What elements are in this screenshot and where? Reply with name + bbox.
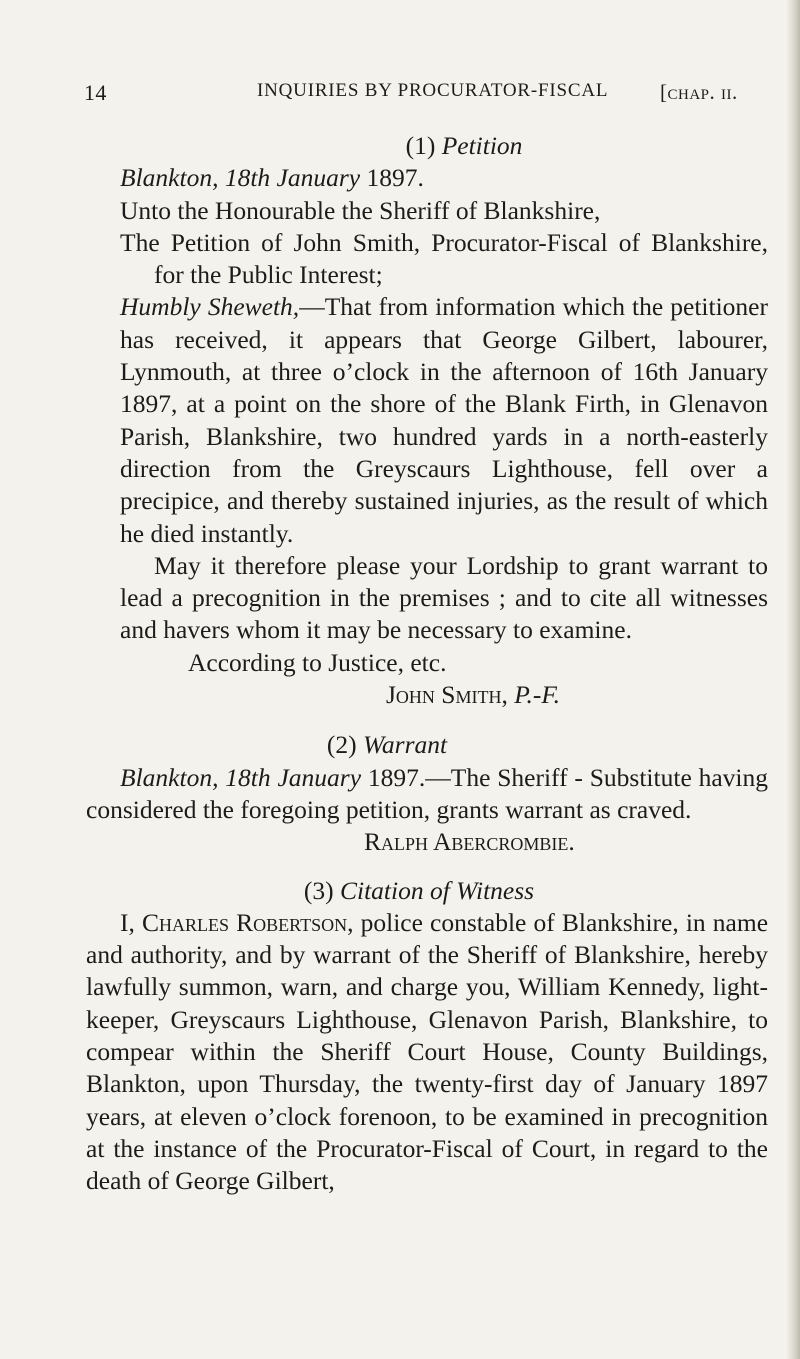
- petition-date: [120, 162, 768, 194]
- petition-prayer: May it therefore please your Lordship to grant warrant to lead a precognition in the premises ; and to cite all witnesses and havers whom it may be necessary to examine.: [120, 550, 768, 645]
- citation-body: [86, 907, 768, 1198]
- petition-date-place: Blankton,: [120, 163, 219, 193]
- petition-signature-name: John Smith,: [386, 680, 508, 710]
- petition-heading: [120, 130, 768, 162]
- petition-heading-number: (1): [405, 131, 436, 160]
- warrant-heading: [6, 729, 768, 761]
- section-gap: [120, 859, 768, 875]
- petition-date-year: 1897.: [366, 163, 424, 193]
- warrant-heading-title: Warrant: [363, 730, 448, 760]
- main-text: [86, 130, 769, 1198]
- petition-address: Unto the Honourable the Sheriff of Blankshire,: [120, 195, 601, 225]
- page-edge-shadow: [786, 0, 800, 1359]
- citation-body-text: police constable of Blankshire, in name and authority, and by warrant of the Sheriff of Blankshire, hereby lawfully summon, warn, and charge you, William Kennedy, light-keeper, Greyscaurs Lighthouse, Glenavon Parish, Blankshire, to compear within the Sheriff Court House, County Buildings, Blankton, upon Thursday, the twenty-first day of January 1897 years, at eleven o’clock forenoon, to be examined in precognition at the instance of the Procurator-Fiscal of Court, in regard to the death of George Gilbert,: [86, 907, 769, 1196]
- citation-heading: [70, 875, 768, 907]
- citation-heading-title: Citation of Witness: [340, 875, 535, 905]
- warrant-date-place: Blankton,: [120, 762, 219, 792]
- section-gap: [120, 711, 768, 729]
- petition-petitioner: The Petition of John Smith, Procurator-Fiscal of Blankshire, for the Public Interest;: [120, 227, 768, 290]
- petition-body: [120, 291, 768, 549]
- petition-date-day: 18th January: [224, 163, 361, 193]
- citation-heading-number: (3): [303, 875, 334, 905]
- petition-humbly: Humbly Sheweth,: [120, 292, 300, 322]
- citation-officer-name: Charles Robertson,: [142, 907, 354, 937]
- warrant-body: [86, 762, 768, 827]
- warrant-signature-name: Ralph Abercrombie.: [364, 827, 575, 857]
- petition-signature-title: P.-F.: [514, 680, 561, 710]
- chapter-marker: [chap. ii.: [660, 80, 738, 104]
- citation-opening: I,: [120, 907, 135, 937]
- warrant-body-text: 1897.—The Sheriff - Substitute having considered the foregoing petition, grants warrant as craved.: [86, 762, 768, 824]
- page-number: 14: [84, 80, 107, 105]
- petition-heading-title: Petition: [441, 131, 523, 160]
- warrant-signature: [120, 826, 768, 858]
- running-title: INQUIRIES BY PROCURATOR-FISCAL: [257, 80, 609, 101]
- warrant-date-day: 18th January: [225, 762, 362, 792]
- petition-according: According to Justice, etc.: [188, 647, 447, 677]
- petition-signature: [120, 679, 768, 711]
- warrant-heading-number: (2): [326, 730, 357, 760]
- petition-body-text: —That from information which the petitioner has received, it appears that George Gilbert, labourer, Lynmouth, at three o’clock in the afternoon of 16th January 1897, at a point on the shore of the Blank Firth, in Glenavon Parish, Blankshire, two hundred yards in a north-easterly direction from the Greyscaurs Lighthouse, fell over a precipice, and thereby sustained injuries, as the result of which he died instantly.: [120, 292, 768, 548]
